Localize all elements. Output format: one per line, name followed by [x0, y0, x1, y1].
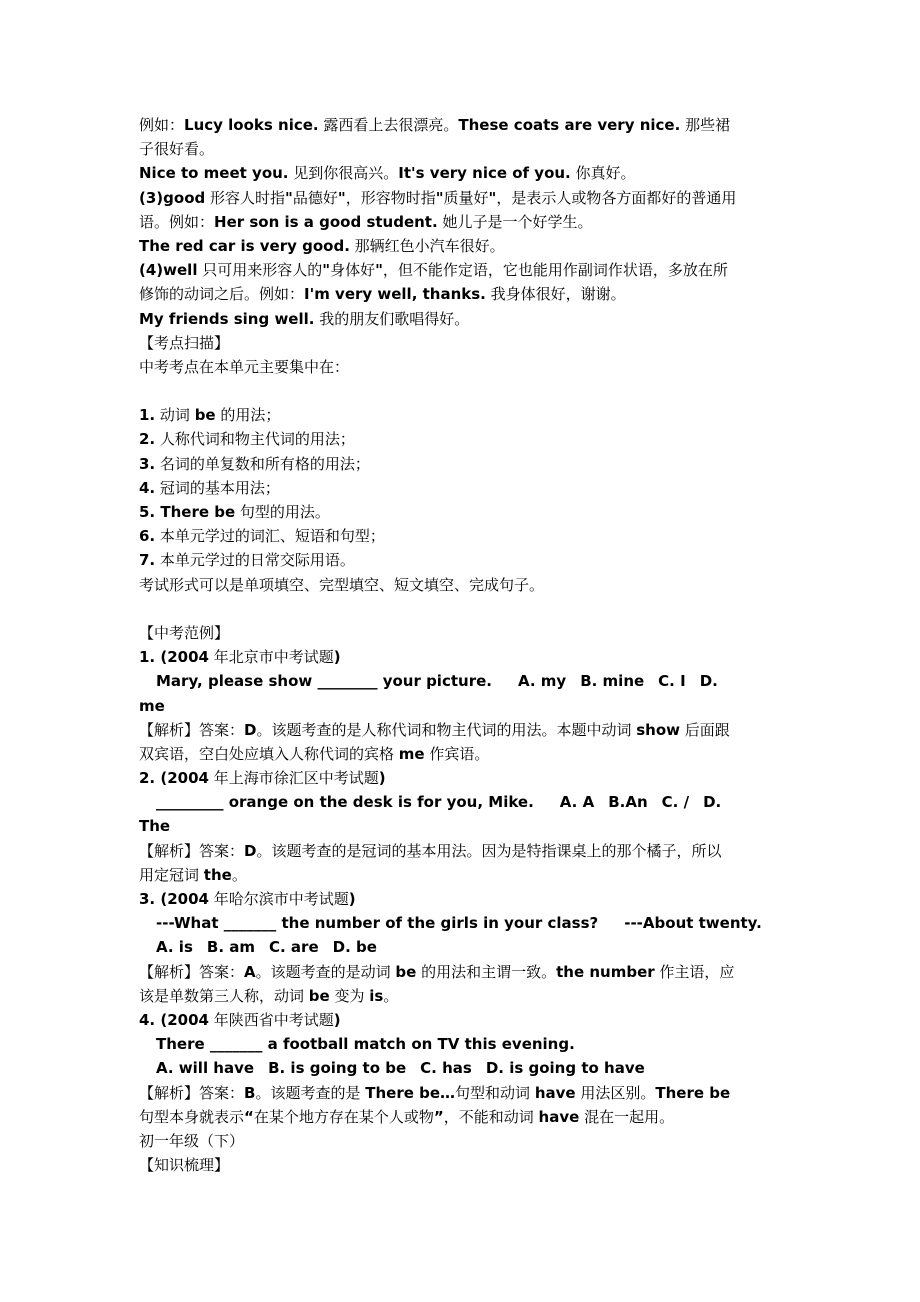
rule-label: (3)good — [139, 188, 206, 207]
quote-mark: " — [322, 261, 331, 280]
keyword: have — [538, 1107, 580, 1126]
text: 的用法和主谓一致。 — [416, 962, 557, 981]
text: ，是表示人或物各方面都好的普通用 — [496, 188, 737, 207]
text-line — [139, 137, 781, 161]
text: 中考考点在本单元主要集中在： — [139, 357, 350, 376]
paren: ) — [333, 1010, 341, 1029]
option: D. — [699, 672, 718, 691]
answer-letter: D — [244, 841, 257, 860]
option: D. is going to have — [485, 1059, 645, 1078]
question-heading — [139, 1008, 781, 1032]
quote-mark: " — [488, 188, 497, 207]
blank-line — [139, 379, 781, 403]
question-heading — [139, 645, 781, 669]
text: 。该题考查的是动词 — [255, 962, 396, 981]
text: 本单元学过的日常交际用语。 — [155, 551, 355, 570]
text-line — [139, 814, 781, 838]
text: 作宾语。 — [424, 744, 490, 763]
document-page — [139, 113, 781, 1177]
text-line — [139, 210, 781, 234]
question-source: 年哈尔滨市中考试题 — [208, 890, 349, 908]
text: 双宾语，空白处应填入人称代词的宾格 — [139, 744, 399, 763]
example-sentence: These coats are very nice. — [458, 116, 681, 134]
text: 名词的单复数和所有格的用法； — [155, 454, 370, 473]
question-options — [139, 935, 781, 959]
quote-mark: “ — [244, 1107, 254, 1126]
question-stem — [139, 1032, 781, 1056]
text: 例如： — [139, 116, 185, 134]
item-number: 5. There be — [139, 503, 236, 521]
text: 身体好 — [330, 261, 376, 280]
text-line — [139, 355, 781, 379]
analysis-line — [139, 742, 781, 766]
text: ，形容物时指 — [345, 188, 436, 207]
analysis-line — [139, 1081, 781, 1105]
stem-text: ---About twenty. — [624, 914, 762, 933]
text: 修饰的动词之后。例如： — [139, 285, 305, 304]
text-line — [139, 113, 781, 137]
text: 本单元学过的词汇、短语和句型； — [155, 527, 385, 546]
text: ，不能和动词 — [443, 1107, 539, 1126]
paren: ) — [333, 648, 341, 667]
option: B. is going to be — [268, 1059, 407, 1078]
option: D. — [703, 793, 722, 812]
text: 品德好 — [292, 188, 338, 207]
text: 【解析】答案： — [139, 962, 245, 981]
text: 子很好看。 — [139, 140, 215, 159]
list-item — [139, 500, 781, 524]
text-line — [139, 694, 781, 718]
blank-line — [139, 597, 781, 621]
translation: 我的朋友们歌唱得好。 — [314, 309, 470, 328]
option: A. A — [559, 793, 595, 812]
question-stem — [139, 669, 781, 693]
keyword: be — [308, 986, 330, 1005]
stem-text: ---What _______ the number of the girls in your class? — [156, 914, 599, 933]
text: ，但不能作定语，它也能用作副词作状语，多放在所 — [382, 261, 728, 280]
text: 质量好 — [443, 188, 489, 207]
list-item — [139, 548, 781, 572]
text: 人称代词和物主代词的用法； — [155, 430, 355, 449]
keyword: is — [369, 986, 384, 1005]
translation: 她儿子是一个好学生。 — [437, 212, 593, 231]
question-source: 年北京市中考试题 — [208, 648, 334, 667]
question-number: 4. (2004 — [139, 1010, 209, 1029]
text: 句型和动词 — [455, 1083, 535, 1102]
keyword: me — [398, 744, 425, 763]
keyword: the — [203, 865, 232, 884]
option: C. are — [269, 938, 319, 957]
item-number: 2. — [139, 430, 156, 449]
option: A. will have — [156, 1059, 255, 1078]
translation: 你真好。 — [570, 164, 636, 183]
quote-mark: ” — [433, 1107, 444, 1126]
option: C. / — [661, 793, 690, 812]
keyword: be — [395, 962, 417, 981]
question-stem — [139, 790, 781, 814]
question-heading — [139, 766, 781, 790]
answer-letter: B — [244, 1083, 256, 1102]
example-sentence: Her son is a good student. — [214, 212, 438, 231]
text-line — [139, 161, 781, 185]
text: 用法区别。 — [575, 1083, 656, 1102]
list-item — [139, 524, 781, 548]
text: 【解析】答案： — [139, 1083, 245, 1102]
keyword: show — [636, 720, 681, 739]
text: 作主语，应 — [654, 962, 735, 981]
text-line — [139, 186, 781, 210]
text-line — [139, 258, 781, 282]
text: 变为 — [329, 986, 370, 1005]
answer-letter: D — [244, 720, 257, 739]
keyword: have — [534, 1083, 576, 1102]
text-line — [139, 573, 781, 597]
option: C. has — [420, 1059, 472, 1078]
heading-text: 【中考范例】 — [139, 623, 230, 642]
question-number: 3. (2004 — [139, 890, 209, 908]
example-sentence: Lucy looks nice. — [184, 116, 319, 134]
text: 该是单数第三人称，动词 — [139, 986, 309, 1005]
text: 。该题考查的是 — [255, 1083, 366, 1102]
text: 后面跟 — [680, 720, 730, 739]
list-item — [139, 476, 781, 500]
option: B. am — [206, 938, 255, 957]
paren: ) — [348, 890, 356, 908]
option: B.An — [608, 793, 648, 812]
section-heading — [139, 1153, 781, 1177]
text: 。该题考查的是冠词的基本用法。因为是特指课桌上的那个橘子，所以 — [256, 841, 722, 860]
keyword: There be — [655, 1083, 731, 1102]
quote-mark: " — [285, 188, 293, 207]
text: 冠词的基本用法； — [155, 478, 280, 497]
quote-mark: " — [435, 188, 444, 207]
example-sentence: The red car is very good. — [139, 236, 350, 255]
item-number: 6. — [139, 527, 156, 546]
text: 动词 — [155, 406, 195, 425]
analysis-line — [139, 718, 781, 742]
translation: 那辆红色小汽车很好。 — [349, 236, 505, 255]
option: me — [139, 696, 165, 715]
example-sentence: It's very nice of you. — [398, 164, 571, 183]
option: B. mine — [580, 672, 645, 691]
option: A. is — [156, 938, 193, 957]
quote-mark: " — [375, 261, 383, 280]
question-source: 年上海市徐汇区中考试题 — [208, 769, 379, 788]
question-heading — [139, 887, 781, 911]
text: 形容人时指 — [205, 188, 286, 207]
translation: 见到你很高兴。 — [288, 164, 399, 183]
example-sentence: Nice to meet you. — [139, 164, 289, 183]
analysis-line — [139, 863, 781, 887]
question-number: 2. (2004 — [139, 769, 209, 788]
text-line — [139, 282, 781, 306]
translation: 我身体很好，谢谢。 — [485, 285, 626, 304]
list-item — [139, 403, 781, 427]
text: 只可用来形容人的 — [197, 261, 323, 280]
analysis-line — [139, 1105, 781, 1129]
text: 【解析】答案： — [139, 720, 245, 739]
text: 的用法； — [215, 406, 281, 425]
rule-label: (4)well — [139, 261, 198, 280]
text: 句型本身就表示 — [139, 1107, 245, 1126]
text: 。该题考查的是人称代词和物主代词的用法。本题中动词 — [256, 720, 637, 739]
item-number: 4. — [139, 478, 156, 497]
keyword: the number — [556, 962, 655, 981]
section-heading — [139, 331, 781, 355]
text: 。 — [383, 986, 399, 1005]
quote-mark: " — [337, 188, 346, 207]
text: 在某个地方存在某个人或物 — [253, 1107, 434, 1126]
text-line — [139, 1129, 781, 1153]
text: 初一年级（下） — [139, 1131, 245, 1150]
heading-text: 【考点扫描】 — [139, 333, 230, 352]
question-options — [139, 1056, 781, 1080]
text: 用定冠词 — [139, 865, 204, 884]
example-sentence: I'm very well, thanks. — [304, 285, 486, 304]
translation: 那些裙 — [680, 116, 731, 134]
question-number: 1. (2004 — [139, 648, 209, 667]
item-number: 1. — [139, 406, 156, 425]
text: 混在一起用。 — [579, 1107, 675, 1126]
question-stem — [139, 911, 781, 935]
text: 考试形式可以是单项填空、完型填空、短文填空、完成句子。 — [139, 575, 545, 594]
stem-text: There _______ a football match on TV this evening. — [156, 1035, 575, 1054]
translation: 露西看上去很漂亮。 — [318, 116, 459, 134]
option: A. my — [517, 672, 567, 691]
answer-letter: A — [244, 962, 256, 981]
question-source: 年陕西省中考试题 — [208, 1010, 334, 1029]
analysis-line — [139, 960, 781, 984]
text-line — [139, 234, 781, 258]
text: 语。例如： — [139, 212, 215, 231]
item-number: 3. — [139, 454, 156, 473]
item-number: 7. — [139, 551, 156, 570]
analysis-line — [139, 839, 781, 863]
option: D. be — [332, 938, 377, 957]
keyword: There be… — [365, 1083, 456, 1102]
list-item — [139, 452, 781, 476]
example-sentence: My friends sing well. — [139, 309, 315, 328]
text: 【解析】答案： — [139, 841, 245, 860]
section-heading — [139, 621, 781, 645]
text: 句型的用法。 — [235, 503, 330, 521]
keyword: be — [194, 406, 216, 425]
text: 。 — [231, 865, 247, 884]
list-item — [139, 427, 781, 451]
analysis-line — [139, 984, 781, 1008]
heading-text: 【知识梳理】 — [139, 1156, 230, 1175]
stem-text: _________ orange on the desk is for you, Mike. — [156, 793, 534, 812]
option: The — [139, 817, 171, 836]
option: C. I — [658, 672, 686, 691]
stem-text: Mary, please show ________ your picture. — [156, 672, 492, 691]
paren: ) — [378, 769, 386, 788]
text-line — [139, 307, 781, 331]
